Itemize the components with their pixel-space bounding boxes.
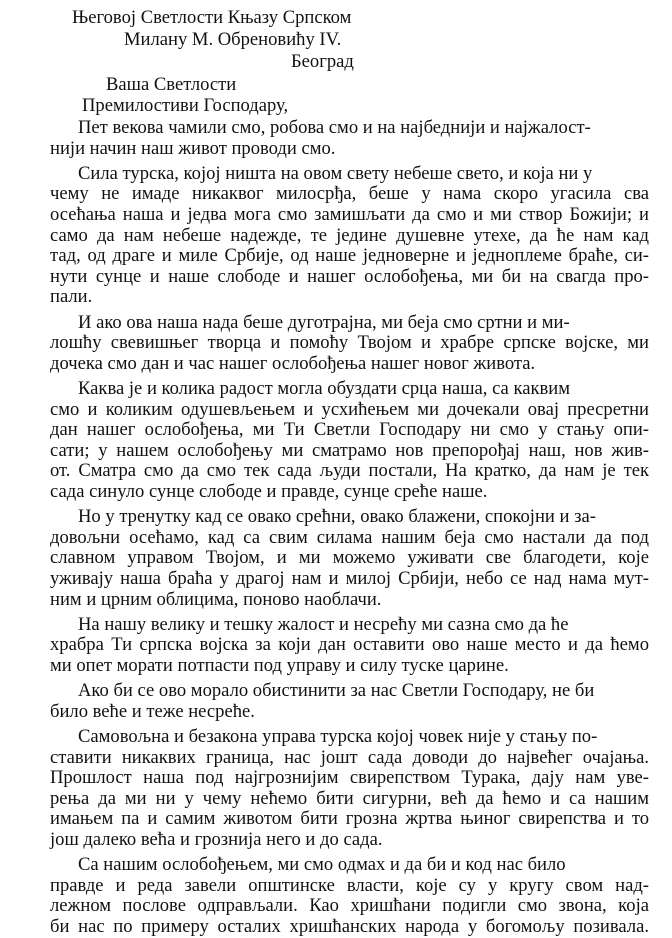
- paragraph-line: славном управом Твојом, и ми можемо уживати све благодети, које: [50, 547, 649, 569]
- salutation-line-1: Ваша Светлости: [106, 74, 237, 95]
- paragraph-line: смо и коликим одушевљењем и усхићењем ми дочекали овај пресретни: [50, 398, 649, 420]
- paragraph-line: би нас по примеру осталих хришћанских народа у богомољу позивала.: [50, 916, 649, 937]
- paragraph-line: храбра Ти српска војска за који дан оставити ово наше место и да ћемо: [50, 634, 649, 656]
- paragraph-line: нији начин наш живот проводи смо.: [50, 137, 336, 159]
- paragraph-line: било веће и теже несреће.: [50, 700, 255, 722]
- paragraph-line: Самовољна и безаконa управа турска којој човек није у стању по-: [78, 726, 598, 747]
- addressee-line-1: Његовој Светлости Књазу Српском: [72, 7, 352, 28]
- paragraph-line: Пет векова чамили смо, робова смо и на најбеднији и најжалост-: [78, 117, 591, 138]
- paragraph-line: дочека смо дан и час нашег ослобођења нашег новог живота.: [50, 352, 536, 374]
- salutation-line-2: Премилостиви Господару,: [82, 95, 289, 116]
- city-line: Београд: [291, 51, 354, 72]
- paragraph-line: пали.: [50, 286, 93, 308]
- paragraph-line: још далеко већа и грознија него и до сада.: [50, 829, 383, 850]
- paragraph-line: правде и реда завели општинске власти, које су у кругу свом над-: [50, 874, 649, 896]
- paragraph-line: тад, од драге и миле Србије, од наше једноверне и једноплеме браће, си-: [50, 245, 649, 267]
- paragraph-line: Сила турска, којој ништа на овом свету небеше свето, и која ни у: [78, 162, 593, 184]
- paragraph-line: ставити никаквих граница, нас јошт сада доводи до највећег очајања.: [50, 746, 649, 768]
- paragraph-line: Са нашим ослобођењем, ми смо одмах и да би и код нас било: [78, 854, 566, 876]
- paragraph-line: Каква је и колика радост могла обуздати срца наша, са каквим: [78, 378, 570, 399]
- paragraph-line: само да нам небеше надежде, те једине душевне утехе, да ће нам кад: [50, 224, 649, 246]
- paragraph-line: лежном послове одправљали. Као хришћани подигли смо звона, која: [50, 895, 649, 917]
- paragraph-line: уживају наша браћа у драгој нам и милој Србији, небо се над нама мут-: [50, 568, 649, 589]
- addressee-line-2: Милану М. Обреновићу IV.: [124, 29, 342, 50]
- paragraph-line: сати; у нашем ослобођењу ми сматрамо нов препорођај наш, нов жив-: [50, 439, 649, 461]
- paragraph-line: лошћу свевишњег творца и помоћу Твојом и храбре српске војске, ми: [50, 332, 649, 354]
- paragraph-line: рења да ми ни у чему нећемо бити сигурни, већ да ћемо и са нашим: [50, 787, 649, 809]
- paragraph-line: нути сунце и наше слободе и нашег ослобођења, ми би на свагда про-: [50, 265, 649, 287]
- paragraph-line: Ако би се ово морало обистинити за нас Светли Господару, не би: [78, 680, 595, 702]
- paragraph-line: ми опет морати потпасти под управу и силу туске царине.: [50, 655, 509, 676]
- paragraph-line: от. Сматра смо да смо тек сада људи постали, На кратко, да нам је тек: [50, 460, 649, 482]
- paragraph-line: Но у тренутку кад се овако срећни, овако блажени, спокојни и за-: [78, 506, 596, 528]
- paragraph-line: осећања наша и једва мога смо замишљати да смо и ми створ Божији; и: [50, 204, 649, 225]
- paragraph-line: чему не имаде никаквог милосрђа, беше у нама скоро угасила сва: [50, 183, 649, 205]
- paragraph-line: И ако ова наша нада беше дуготрајна, ми беја смо сртни и ми-: [78, 311, 570, 333]
- paragraph-line: сада синуло сунце слободе и правде, сунце среће наше.: [50, 481, 488, 502]
- paragraph-line: ним и црним облицима, поново наоблачи.: [50, 588, 382, 610]
- paragraph-line: Прошлост наша под најгрознијим свирепством Турака, дају нам уве-: [50, 767, 649, 789]
- paragraph-line: имањем па и самим животом бити грозна жртва њиног свирепства и то: [50, 808, 649, 830]
- paragraph-line: На нашу велику и тешку жалост и несрећу ми сазна смо да ће: [78, 613, 569, 635]
- paragraph-line: довољни осећамо, кад са свим силама нашим беја смо настали да под: [50, 526, 649, 548]
- paragraph-line: дан нашег ослобођења, ми Ти Светли Господару ни смо у стању опи-: [50, 419, 649, 441]
